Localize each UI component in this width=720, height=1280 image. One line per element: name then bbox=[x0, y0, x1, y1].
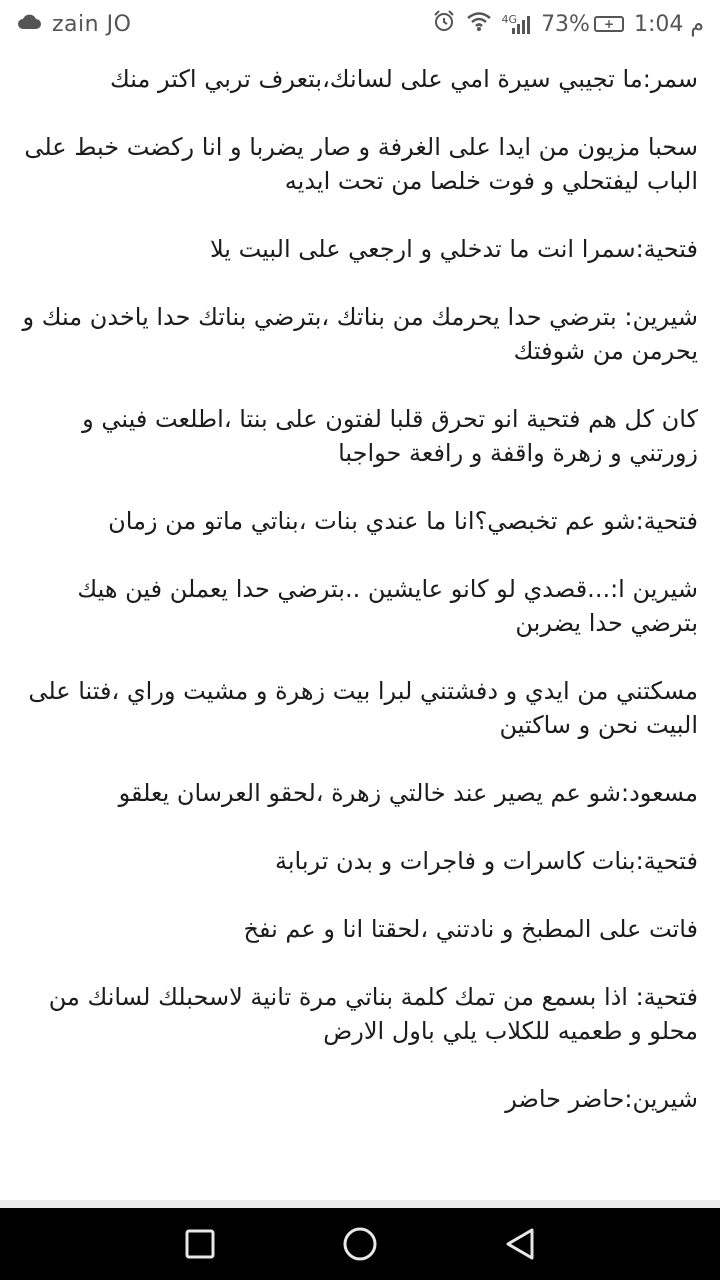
signal-icon bbox=[502, 14, 532, 34]
carrier-name: zain JO bbox=[52, 11, 132, 37]
battery-percent: 73% bbox=[541, 11, 590, 37]
recents-button[interactable] bbox=[180, 1224, 220, 1264]
story-paragraph: كان كل هم فتحية انو تحرق قلبا لفتون على بنتا ،اطلعت فيني و زورتني و زهرة واقفة و رافعة حواجبا bbox=[82, 405, 698, 467]
square-icon bbox=[184, 1228, 216, 1260]
story-paragraph: فتحية:سمرا انت ما تدخلي و ارجعي على البيت يلا bbox=[209, 235, 698, 263]
story-text bbox=[0, 48, 720, 1116]
story-paragraph: شيرين:حاضر حاضر bbox=[505, 1085, 698, 1113]
content-divider bbox=[0, 1200, 720, 1208]
story-paragraph: شيرين ا:...قصدي لو كانو عايشين ..بترضي حدا يعملن فين هيك بترضي حدا يضربن bbox=[77, 575, 698, 637]
story-paragraph: مسعود:شو عم يصير عند خالتي زهرة ،لحقو العرسان يعلقو bbox=[118, 779, 698, 807]
story-paragraph: فتحية:بنات كاسرات و فاجرات و بدن تربابة bbox=[274, 847, 698, 875]
circle-icon bbox=[342, 1226, 378, 1262]
story-paragraph: فتحية: اذا بسمع من تمك كلمة بناتي مرة تانية لاسحبلك لسانك من محلو و طعميه للكلاب يلي باول الارض bbox=[48, 983, 698, 1045]
wifi-icon bbox=[466, 10, 492, 38]
network-type: 4G bbox=[501, 13, 518, 26]
triangle-icon bbox=[504, 1227, 536, 1261]
status-right bbox=[432, 9, 704, 39]
battery-icon: + bbox=[594, 16, 624, 32]
story-paragraph: فاتت على المطبخ و نادتني ،لحقتا انا و عم نفخ bbox=[243, 915, 698, 943]
story-paragraph: سمر:ما تجيبي سيرة امي على لسانك،بتعرف تربي اكتر منك bbox=[110, 65, 698, 93]
home-button[interactable] bbox=[340, 1224, 380, 1264]
story-content[interactable] bbox=[0, 48, 720, 1208]
story-paragraph: شيرين: بترضي حدا يحرمك من بناتك ،بترضي بناتك حدا ياخدن منك و يحرمن من شوفتك bbox=[22, 303, 698, 365]
story-paragraph: مسكتني من ايدي و دفشتني لبرا بيت زهرة و مشيت وراي ،فتنا على البيت نحن و ساكتين bbox=[28, 677, 698, 739]
story-paragraph: سحبا مزيون من ايدا على الغرفة و صار يضربا و انا ركضت خبط على الباب ليفتحلي و فوت خلصا من تحت ايديه bbox=[24, 133, 698, 195]
cloud-icon bbox=[16, 12, 42, 37]
status-bar bbox=[0, 0, 720, 48]
navigation-bar bbox=[0, 1208, 720, 1280]
status-left bbox=[16, 12, 131, 37]
story-paragraph: فتحية:شو عم تخبصي؟انا ما عندي بنات ،بناتي ماتو من زمان bbox=[108, 507, 698, 535]
back-button[interactable] bbox=[500, 1224, 540, 1264]
alarm-clock-icon bbox=[432, 9, 456, 39]
clock: 1:04 م bbox=[633, 11, 704, 37]
battery-indicator bbox=[541, 12, 624, 37]
